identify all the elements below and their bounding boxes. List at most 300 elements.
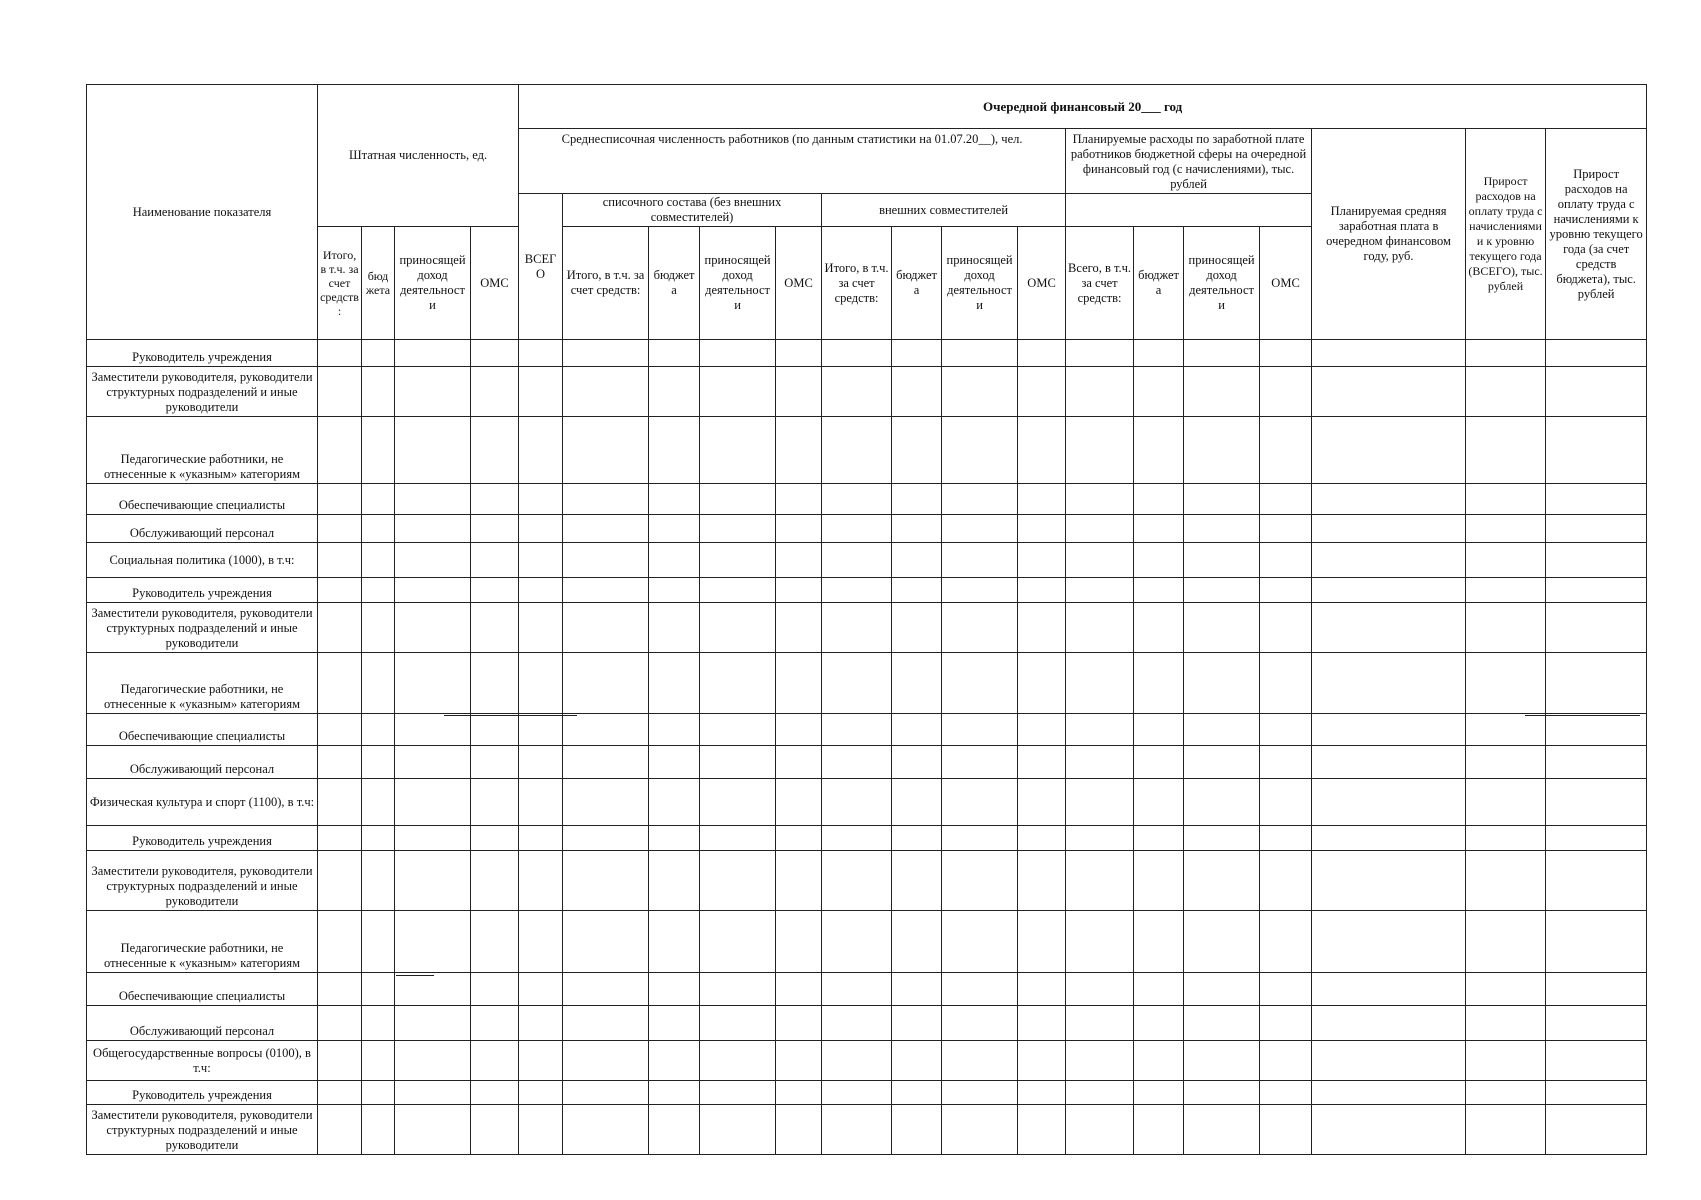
table-cell[interactable] — [649, 367, 700, 417]
table-cell[interactable] — [892, 1105, 942, 1155]
table-cell[interactable] — [1018, 851, 1066, 911]
table-cell[interactable] — [519, 1006, 563, 1041]
table-cell[interactable] — [1312, 1105, 1466, 1155]
table-cell[interactable] — [1134, 746, 1184, 779]
table-cell[interactable] — [1134, 603, 1184, 653]
table-cell[interactable] — [1312, 603, 1466, 653]
table-cell[interactable] — [1066, 484, 1134, 515]
table-cell[interactable] — [700, 779, 776, 826]
table-cell[interactable] — [892, 653, 942, 714]
table-cell[interactable] — [892, 746, 942, 779]
table-cell[interactable] — [519, 851, 563, 911]
table-cell[interactable] — [563, 340, 649, 367]
table-cell[interactable] — [700, 653, 776, 714]
table-cell[interactable] — [700, 826, 776, 851]
table-cell[interactable] — [1260, 1006, 1312, 1041]
table-cell[interactable] — [563, 543, 649, 578]
table-cell[interactable] — [318, 1041, 362, 1081]
table-cell[interactable] — [1018, 367, 1066, 417]
table-cell[interactable] — [776, 851, 822, 911]
table-cell[interactable] — [471, 515, 519, 543]
table-cell[interactable] — [776, 1041, 822, 1081]
table-cell[interactable] — [942, 515, 1018, 543]
table-cell[interactable] — [942, 746, 1018, 779]
table-cell[interactable] — [471, 911, 519, 973]
table-cell[interactable] — [1018, 653, 1066, 714]
table-cell[interactable] — [1546, 746, 1647, 779]
table-cell[interactable] — [318, 543, 362, 578]
table-cell[interactable] — [1134, 653, 1184, 714]
table-cell[interactable] — [318, 973, 362, 1006]
table-cell[interactable] — [563, 779, 649, 826]
table-cell[interactable] — [776, 367, 822, 417]
table-cell[interactable] — [1260, 1041, 1312, 1081]
table-cell[interactable] — [519, 367, 563, 417]
table-cell[interactable] — [1018, 340, 1066, 367]
table-cell[interactable] — [471, 484, 519, 515]
table-cell[interactable] — [700, 578, 776, 603]
table-cell[interactable] — [1018, 578, 1066, 603]
table-cell[interactable] — [395, 826, 471, 851]
table-cell[interactable] — [1184, 578, 1260, 603]
table-cell[interactable] — [395, 851, 471, 911]
table-cell[interactable] — [1466, 653, 1546, 714]
table-cell[interactable] — [1066, 1006, 1134, 1041]
table-cell[interactable] — [563, 1041, 649, 1081]
table-cell[interactable] — [318, 746, 362, 779]
table-cell[interactable] — [1466, 1081, 1546, 1105]
table-cell[interactable] — [1312, 746, 1466, 779]
table-cell[interactable] — [395, 367, 471, 417]
table-cell[interactable] — [1546, 603, 1647, 653]
table-cell[interactable] — [1260, 578, 1312, 603]
table-cell[interactable] — [395, 484, 471, 515]
table-cell[interactable] — [822, 340, 892, 367]
table-cell[interactable] — [471, 1105, 519, 1155]
table-cell[interactable] — [1546, 1006, 1647, 1041]
table-cell[interactable] — [1018, 779, 1066, 826]
table-cell[interactable] — [395, 340, 471, 367]
table-cell[interactable] — [942, 1081, 1018, 1105]
table-cell[interactable] — [776, 603, 822, 653]
table-cell[interactable] — [942, 1105, 1018, 1155]
table-cell[interactable] — [395, 779, 471, 826]
table-cell[interactable] — [1018, 603, 1066, 653]
table-cell[interactable] — [892, 515, 942, 543]
table-cell[interactable] — [1066, 603, 1134, 653]
table-cell[interactable] — [1546, 851, 1647, 911]
table-cell[interactable] — [1466, 515, 1546, 543]
table-cell[interactable] — [362, 973, 395, 1006]
table-cell[interactable] — [1018, 1041, 1066, 1081]
table-cell[interactable] — [318, 1006, 362, 1041]
table-cell[interactable] — [1066, 543, 1134, 578]
table-cell[interactable] — [1134, 1041, 1184, 1081]
table-cell[interactable] — [1018, 826, 1066, 851]
table-cell[interactable] — [1184, 417, 1260, 484]
table-cell[interactable] — [471, 826, 519, 851]
table-cell[interactable] — [395, 1041, 471, 1081]
table-cell[interactable] — [1466, 367, 1546, 417]
table-cell[interactable] — [362, 1041, 395, 1081]
table-cell[interactable] — [822, 1105, 892, 1155]
table-cell[interactable] — [395, 714, 471, 746]
table-cell[interactable] — [700, 367, 776, 417]
table-cell[interactable] — [776, 826, 822, 851]
table-cell[interactable] — [318, 653, 362, 714]
table-cell[interactable] — [395, 911, 471, 973]
table-cell[interactable] — [519, 603, 563, 653]
table-cell[interactable] — [1184, 603, 1260, 653]
table-cell[interactable] — [318, 851, 362, 911]
table-cell[interactable] — [1184, 826, 1260, 851]
table-cell[interactable] — [892, 340, 942, 367]
table-cell[interactable] — [471, 653, 519, 714]
table-cell[interactable] — [563, 826, 649, 851]
table-cell[interactable] — [1312, 779, 1466, 826]
table-cell[interactable] — [649, 1081, 700, 1105]
table-cell[interactable] — [1066, 340, 1134, 367]
table-cell[interactable] — [362, 543, 395, 578]
table-cell[interactable] — [471, 543, 519, 578]
table-cell[interactable] — [1260, 746, 1312, 779]
table-cell[interactable] — [318, 826, 362, 851]
table-cell[interactable] — [395, 973, 471, 1006]
table-cell[interactable] — [1066, 746, 1134, 779]
table-cell[interactable] — [700, 340, 776, 367]
table-cell[interactable] — [892, 543, 942, 578]
table-cell[interactable] — [942, 973, 1018, 1006]
table-cell[interactable] — [822, 515, 892, 543]
table-cell[interactable] — [1066, 973, 1134, 1006]
table-cell[interactable] — [1312, 1081, 1466, 1105]
table-cell[interactable] — [942, 543, 1018, 578]
table-cell[interactable] — [519, 714, 563, 746]
table-cell[interactable] — [649, 779, 700, 826]
table-cell[interactable] — [700, 714, 776, 746]
table-cell[interactable] — [395, 1105, 471, 1155]
table-cell[interactable] — [700, 1006, 776, 1041]
table-cell[interactable] — [700, 1081, 776, 1105]
table-cell[interactable] — [563, 417, 649, 484]
table-cell[interactable] — [1134, 417, 1184, 484]
table-cell[interactable] — [1260, 515, 1312, 543]
table-cell[interactable] — [1312, 543, 1466, 578]
table-cell[interactable] — [519, 543, 563, 578]
table-cell[interactable] — [1134, 484, 1184, 515]
table-cell[interactable] — [1018, 543, 1066, 578]
table-cell[interactable] — [1260, 911, 1312, 973]
table-cell[interactable] — [700, 1041, 776, 1081]
table-cell[interactable] — [1546, 578, 1647, 603]
table-cell[interactable] — [649, 543, 700, 578]
table-cell[interactable] — [362, 653, 395, 714]
table-cell[interactable] — [942, 603, 1018, 653]
table-cell[interactable] — [1312, 1041, 1466, 1081]
table-cell[interactable] — [519, 911, 563, 973]
table-cell[interactable] — [519, 340, 563, 367]
table-cell[interactable] — [362, 367, 395, 417]
table-cell[interactable] — [822, 826, 892, 851]
table-cell[interactable] — [1466, 1105, 1546, 1155]
table-cell[interactable] — [1312, 417, 1466, 484]
table-cell[interactable] — [1184, 340, 1260, 367]
table-cell[interactable] — [1466, 603, 1546, 653]
table-cell[interactable] — [822, 973, 892, 1006]
table-cell[interactable] — [649, 484, 700, 515]
table-cell[interactable] — [822, 1041, 892, 1081]
table-cell[interactable] — [1546, 1081, 1647, 1105]
table-cell[interactable] — [822, 603, 892, 653]
table-cell[interactable] — [1066, 911, 1134, 973]
table-cell[interactable] — [1134, 1105, 1184, 1155]
table-cell[interactable] — [1260, 484, 1312, 515]
table-cell[interactable] — [519, 653, 563, 714]
table-cell[interactable] — [942, 714, 1018, 746]
table-cell[interactable] — [776, 746, 822, 779]
table-cell[interactable] — [471, 367, 519, 417]
table-cell[interactable] — [822, 1006, 892, 1041]
table-cell[interactable] — [395, 417, 471, 484]
table-cell[interactable] — [519, 578, 563, 603]
table-cell[interactable] — [471, 746, 519, 779]
table-cell[interactable] — [892, 714, 942, 746]
table-cell[interactable] — [362, 484, 395, 515]
table-cell[interactable] — [1546, 367, 1647, 417]
table-cell[interactable] — [471, 603, 519, 653]
table-cell[interactable] — [1066, 417, 1134, 484]
table-cell[interactable] — [1018, 1006, 1066, 1041]
table-cell[interactable] — [1312, 340, 1466, 367]
table-cell[interactable] — [563, 603, 649, 653]
table-cell[interactable] — [1134, 515, 1184, 543]
table-cell[interactable] — [892, 417, 942, 484]
table-cell[interactable] — [822, 653, 892, 714]
table-cell[interactable] — [1546, 653, 1647, 714]
table-cell[interactable] — [942, 653, 1018, 714]
table-cell[interactable] — [649, 1006, 700, 1041]
table-cell[interactable] — [563, 653, 649, 714]
table-cell[interactable] — [649, 851, 700, 911]
table-cell[interactable] — [700, 851, 776, 911]
table-cell[interactable] — [822, 851, 892, 911]
table-cell[interactable] — [395, 543, 471, 578]
table-cell[interactable] — [1260, 1081, 1312, 1105]
table-cell[interactable] — [318, 515, 362, 543]
table-cell[interactable] — [1184, 911, 1260, 973]
table-cell[interactable] — [318, 417, 362, 484]
table-cell[interactable] — [942, 417, 1018, 484]
table-cell[interactable] — [1018, 1105, 1066, 1155]
table-cell[interactable] — [649, 578, 700, 603]
table-cell[interactable] — [1066, 578, 1134, 603]
table-cell[interactable] — [776, 1105, 822, 1155]
table-cell[interactable] — [700, 484, 776, 515]
table-cell[interactable] — [822, 543, 892, 578]
table-cell[interactable] — [362, 911, 395, 973]
table-cell[interactable] — [1312, 653, 1466, 714]
table-cell[interactable] — [1184, 1041, 1260, 1081]
table-cell[interactable] — [942, 578, 1018, 603]
table-cell[interactable] — [1134, 340, 1184, 367]
table-cell[interactable] — [563, 367, 649, 417]
table-cell[interactable] — [471, 417, 519, 484]
table-cell[interactable] — [1546, 714, 1647, 746]
table-cell[interactable] — [649, 340, 700, 367]
table-cell[interactable] — [1134, 826, 1184, 851]
table-cell[interactable] — [649, 515, 700, 543]
table-cell[interactable] — [519, 515, 563, 543]
table-cell[interactable] — [519, 779, 563, 826]
table-cell[interactable] — [1312, 578, 1466, 603]
table-cell[interactable] — [362, 578, 395, 603]
table-cell[interactable] — [318, 1105, 362, 1155]
table-cell[interactable] — [1184, 515, 1260, 543]
table-cell[interactable] — [318, 578, 362, 603]
table-cell[interactable] — [362, 340, 395, 367]
table-cell[interactable] — [395, 578, 471, 603]
table-cell[interactable] — [395, 653, 471, 714]
table-cell[interactable] — [563, 1105, 649, 1155]
table-cell[interactable] — [1546, 417, 1647, 484]
table-cell[interactable] — [318, 714, 362, 746]
table-cell[interactable] — [519, 1041, 563, 1081]
table-cell[interactable] — [822, 578, 892, 603]
table-cell[interactable] — [1466, 543, 1546, 578]
table-cell[interactable] — [395, 1006, 471, 1041]
table-cell[interactable] — [362, 746, 395, 779]
table-cell[interactable] — [1546, 826, 1647, 851]
table-cell[interactable] — [649, 653, 700, 714]
table-cell[interactable] — [822, 367, 892, 417]
table-cell[interactable] — [1312, 714, 1466, 746]
table-cell[interactable] — [1134, 779, 1184, 826]
table-cell[interactable] — [395, 1081, 471, 1105]
table-cell[interactable] — [1184, 746, 1260, 779]
table-cell[interactable] — [563, 1081, 649, 1105]
table-cell[interactable] — [1018, 417, 1066, 484]
table-cell[interactable] — [362, 417, 395, 484]
table-cell[interactable] — [563, 714, 649, 746]
table-cell[interactable] — [700, 911, 776, 973]
table-cell[interactable] — [1184, 1081, 1260, 1105]
table-cell[interactable] — [563, 578, 649, 603]
table-cell[interactable] — [1134, 367, 1184, 417]
table-cell[interactable] — [1466, 340, 1546, 367]
table-cell[interactable] — [1466, 746, 1546, 779]
table-cell[interactable] — [700, 543, 776, 578]
table-cell[interactable] — [1184, 653, 1260, 714]
table-cell[interactable] — [471, 340, 519, 367]
table-cell[interactable] — [1184, 543, 1260, 578]
table-cell[interactable] — [942, 911, 1018, 973]
table-cell[interactable] — [318, 340, 362, 367]
table-cell[interactable] — [563, 851, 649, 911]
table-cell[interactable] — [471, 973, 519, 1006]
table-cell[interactable] — [471, 779, 519, 826]
table-cell[interactable] — [892, 367, 942, 417]
table-cell[interactable] — [649, 603, 700, 653]
table-cell[interactable] — [563, 973, 649, 1006]
table-cell[interactable] — [1466, 911, 1546, 973]
table-cell[interactable] — [1312, 515, 1466, 543]
table-cell[interactable] — [1066, 515, 1134, 543]
table-cell[interactable] — [318, 911, 362, 973]
table-cell[interactable] — [1260, 826, 1312, 851]
table-cell[interactable] — [1260, 340, 1312, 367]
table-cell[interactable] — [1134, 911, 1184, 973]
table-cell[interactable] — [649, 1041, 700, 1081]
table-cell[interactable] — [1546, 543, 1647, 578]
table-cell[interactable] — [1184, 851, 1260, 911]
table-cell[interactable] — [942, 1041, 1018, 1081]
table-cell[interactable] — [1260, 973, 1312, 1006]
table-cell[interactable] — [1066, 714, 1134, 746]
table-cell[interactable] — [1312, 911, 1466, 973]
table-cell[interactable] — [1018, 1081, 1066, 1105]
table-cell[interactable] — [362, 1006, 395, 1041]
table-cell[interactable] — [649, 714, 700, 746]
table-cell[interactable] — [1018, 515, 1066, 543]
table-cell[interactable] — [318, 1081, 362, 1105]
table-cell[interactable] — [776, 340, 822, 367]
table-cell[interactable] — [1134, 1081, 1184, 1105]
table-cell[interactable] — [563, 484, 649, 515]
table-cell[interactable] — [519, 1105, 563, 1155]
table-cell[interactable] — [471, 1041, 519, 1081]
table-cell[interactable] — [776, 1006, 822, 1041]
table-cell[interactable] — [563, 746, 649, 779]
table-cell[interactable] — [1546, 340, 1647, 367]
table-cell[interactable] — [1312, 851, 1466, 911]
table-cell[interactable] — [892, 779, 942, 826]
table-cell[interactable] — [822, 779, 892, 826]
table-cell[interactable] — [519, 1081, 563, 1105]
table-cell[interactable] — [1066, 826, 1134, 851]
table-cell[interactable] — [1260, 851, 1312, 911]
table-cell[interactable] — [892, 603, 942, 653]
table-cell[interactable] — [1546, 973, 1647, 1006]
table-cell[interactable] — [1466, 578, 1546, 603]
table-cell[interactable] — [563, 911, 649, 973]
table-cell[interactable] — [362, 779, 395, 826]
table-cell[interactable] — [892, 1006, 942, 1041]
table-cell[interactable] — [1018, 714, 1066, 746]
table-cell[interactable] — [892, 851, 942, 911]
table-cell[interactable] — [822, 484, 892, 515]
table-cell[interactable] — [471, 578, 519, 603]
table-cell[interactable] — [1018, 973, 1066, 1006]
table-cell[interactable] — [892, 911, 942, 973]
table-cell[interactable] — [649, 911, 700, 973]
table-cell[interactable] — [1184, 714, 1260, 746]
table-cell[interactable] — [776, 1081, 822, 1105]
table-cell[interactable] — [1546, 515, 1647, 543]
table-cell[interactable] — [776, 973, 822, 1006]
table-cell[interactable] — [1184, 973, 1260, 1006]
table-cell[interactable] — [519, 746, 563, 779]
table-cell[interactable] — [942, 367, 1018, 417]
table-cell[interactable] — [1466, 973, 1546, 1006]
table-cell[interactable] — [471, 714, 519, 746]
table-cell[interactable] — [892, 826, 942, 851]
table-cell[interactable] — [776, 779, 822, 826]
table-cell[interactable] — [1134, 851, 1184, 911]
table-cell[interactable] — [1184, 779, 1260, 826]
table-cell[interactable] — [776, 653, 822, 714]
table-cell[interactable] — [1312, 826, 1466, 851]
table-cell[interactable] — [395, 746, 471, 779]
